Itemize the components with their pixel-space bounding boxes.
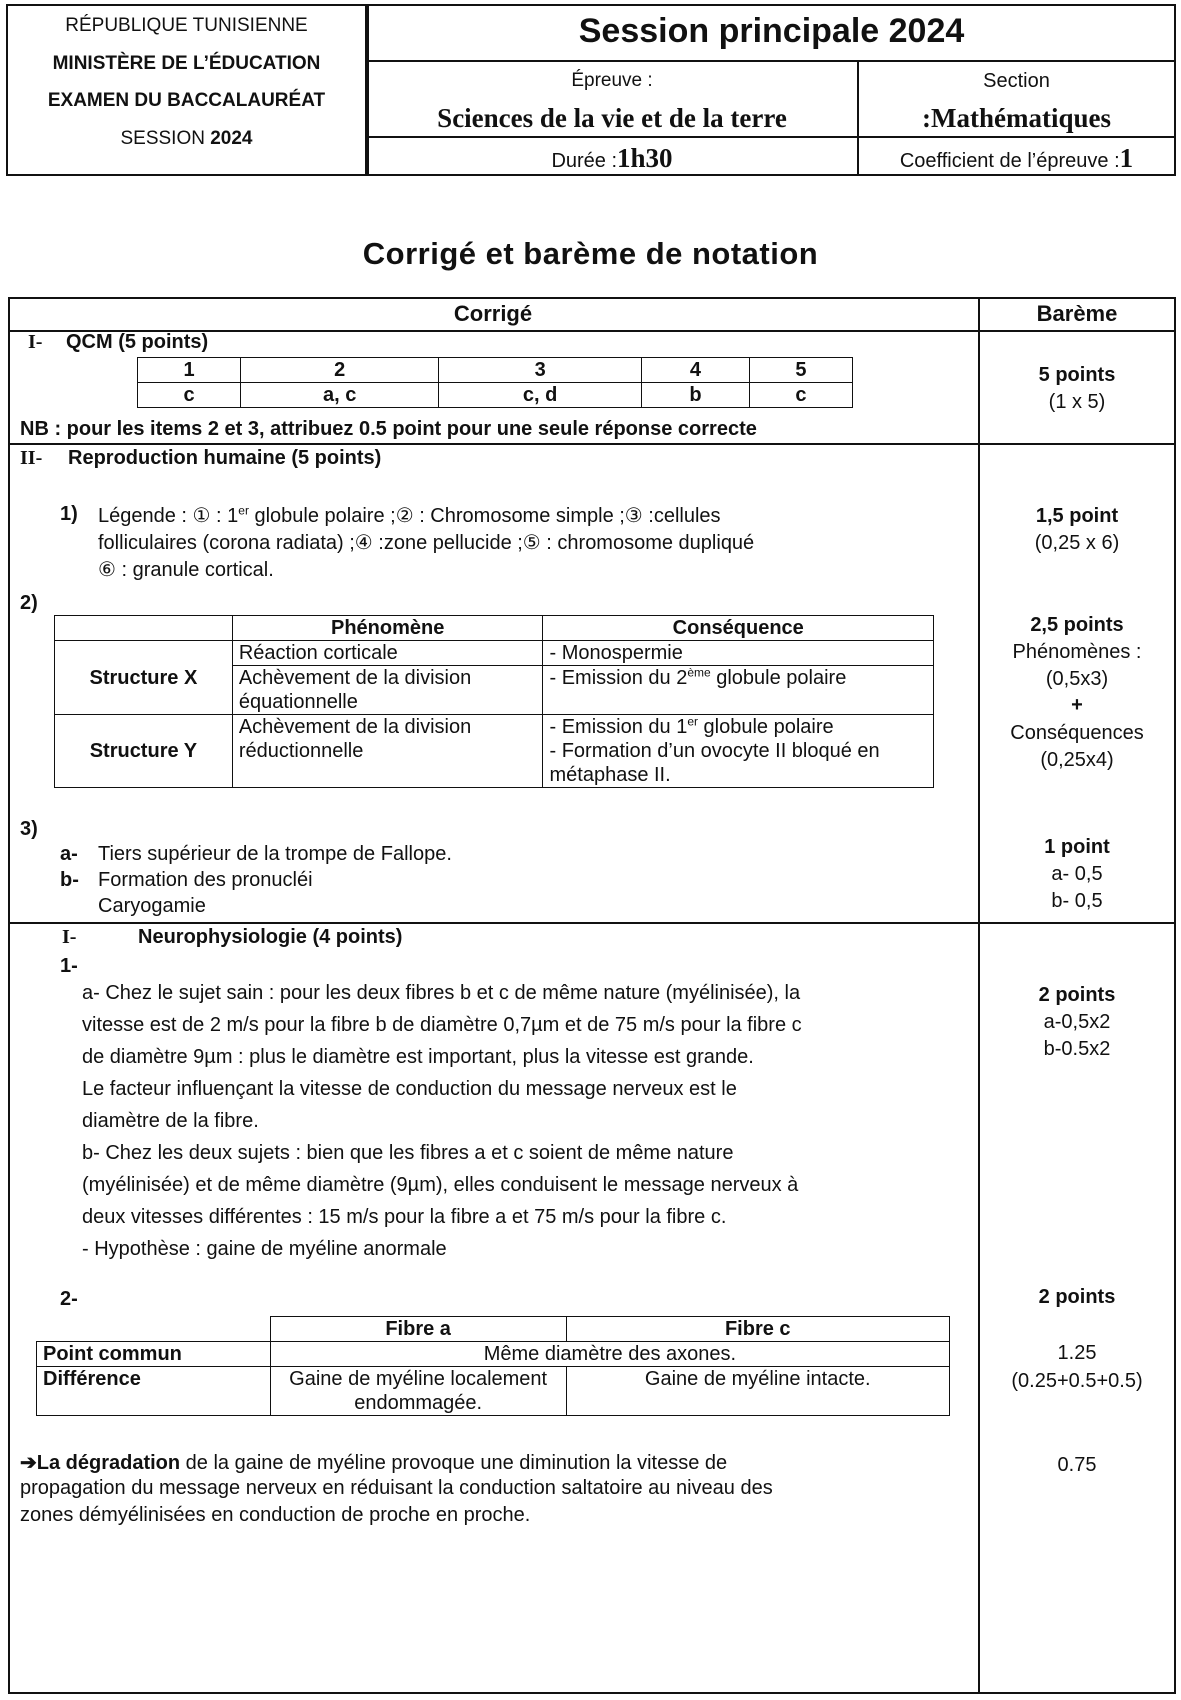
- page-title: Corrigé et barème de notation: [362, 236, 819, 271]
- coefficient-value: 1: [1119, 143, 1134, 173]
- table-cell: a, c: [241, 383, 439, 408]
- repro-q1-sup: er: [238, 503, 249, 518]
- repro-q1-bareme-detail: (0,25 x 6): [1034, 532, 1120, 554]
- table-row: [55, 641, 934, 666]
- table-row: [55, 616, 934, 641]
- difference-fibre-c: Gaine de myéline intacte.: [566, 1367, 950, 1416]
- neuro-q1-bareme: 2 points: [1038, 984, 1116, 1006]
- neuro-q1-line: b- Chez les deux sujets : bien que les fibres a et c soient de même nature: [82, 1142, 734, 1164]
- repro-q2-table: [54, 615, 934, 788]
- divider: [8, 922, 1176, 924]
- repro-q3-num: 3): [20, 818, 38, 840]
- point-commun-label: Point commun: [37, 1342, 271, 1367]
- table-row: [37, 1342, 950, 1367]
- table-cell: - Monospermie: [543, 641, 934, 666]
- table-cell: b: [642, 383, 750, 408]
- header-session-year: 2024: [210, 128, 253, 149]
- repro-q3-a-label: a-: [60, 843, 78, 865]
- neuro-q1-line: de diamètre 9µm : plus le diamètre est important, plus la vitesse est grande.: [82, 1046, 754, 1068]
- table-cell: [37, 1317, 271, 1342]
- repro-q2-num: 2): [20, 592, 38, 614]
- table-cell: Achèvement de la division réductionnelle: [232, 715, 543, 788]
- conclusion-bold: La dégradation: [36, 1452, 181, 1474]
- qcm-title-num: I-: [28, 331, 43, 353]
- table-row: [138, 383, 853, 408]
- duree-value: 1h30: [617, 143, 673, 173]
- repro-q2-bareme-l1: Phénomènes :: [1012, 641, 1142, 663]
- neuro-q1-line: vitesse est de 2 m/s pour la fibre b de diamètre 0,7µm et de 75 m/s pour la fibre c: [82, 1014, 802, 1036]
- table-cell: 2: [241, 358, 439, 383]
- neuro-q1-bareme-a: a-0,5x2: [1043, 1011, 1111, 1033]
- repro-q2-bareme-l4: (0,25x4): [1040, 749, 1114, 771]
- qcm-table: [137, 357, 853, 408]
- table-cell: [55, 616, 233, 641]
- neuro-q1-line: deux vitesses différentes : 15 m/s pour la fibre a et 75 m/s pour la fibre c.: [82, 1206, 727, 1228]
- epreuve-value: Sciences de la vie et de la terre: [437, 103, 787, 133]
- repro-q1-bareme: 1,5 point: [1035, 505, 1119, 527]
- duree: [367, 143, 857, 174]
- repro-q3-a: Tiers supérieur de la trompe de Fallope.: [98, 843, 452, 865]
- table-cell: 1: [138, 358, 241, 383]
- neuro-q2-bareme-1: 1.25: [1057, 1342, 1097, 1364]
- table-cell: 5: [749, 358, 852, 383]
- repro-q1-line2: folliculaires (corona radiata) ;④ :zone pellucide ;⑤ : chromosome dupliqué: [98, 532, 755, 554]
- cons-line: - Formation d’un ovocyte II bloqué en métaphase II.: [549, 740, 880, 786]
- repro-q3-bareme-a: a- 0,5: [1051, 863, 1103, 885]
- table-row: [37, 1317, 950, 1342]
- neuro-conclusion-line1: [20, 1450, 727, 1475]
- repro-q3-bareme-b: b- 0,5: [1051, 890, 1103, 912]
- cons-line: [549, 715, 927, 739]
- repro-q3-b-label: b-: [60, 869, 79, 891]
- table-cell: [543, 715, 934, 788]
- column-header-corrige: Corrigé: [453, 301, 533, 326]
- table-cell: 4: [642, 358, 750, 383]
- header-republic: RÉPUBLIQUE TUNISIENNE: [65, 15, 308, 36]
- structure-y-label: Structure Y: [55, 715, 233, 788]
- neuro-conclusion-bareme: 0.75: [1057, 1454, 1097, 1476]
- structure-x-label: Structure X: [55, 641, 233, 715]
- table-row: [55, 715, 934, 788]
- divider: [367, 60, 1176, 62]
- table-cell: c, d: [439, 383, 642, 408]
- neuro-q1-line: Le facteur influençant la vitesse de conduction du message nerveux est le: [82, 1078, 737, 1100]
- repro-q3-b1: Formation des pronucléi: [98, 869, 313, 891]
- cons-text: globule polaire: [698, 716, 834, 738]
- repro-q2-bareme-l2: (0,5x3): [1045, 668, 1109, 690]
- conclusion-text: de la gaine de myéline provoque une diminution la vitesse de: [180, 1452, 728, 1474]
- header-ministry: MINISTÈRE DE L’ÉDUCATION: [52, 53, 321, 74]
- epreuve-label: Épreuve :: [571, 70, 653, 91]
- column-header-bareme: Barème: [1036, 301, 1118, 326]
- cons-sup: ème: [687, 665, 711, 680]
- qcm-title: QCM (5 points): [66, 331, 209, 353]
- qcm-bareme-detail: (1 x 5): [1048, 391, 1106, 413]
- repro-q3-b2: Caryogamie: [98, 895, 206, 917]
- repro-q1-text-b: globule polaire ;② : Chromosome simple ;③ :cellules: [248, 505, 721, 527]
- header-session: [6, 128, 367, 150]
- cons-text: globule polaire: [710, 667, 847, 689]
- neuro-q2-bareme: 2 points: [1038, 1286, 1116, 1308]
- difference-fibre-a: Gaine de myéline localement endommagée.: [270, 1367, 566, 1416]
- neuro-q1-bareme-b: b-0.5x2: [1043, 1038, 1111, 1060]
- neuro-q1-num: 1-: [60, 955, 78, 977]
- cons-sup: er: [687, 714, 698, 729]
- table-row: [138, 358, 853, 383]
- neuro-q1-line: diamètre de la fibre.: [82, 1110, 259, 1132]
- qcm-bareme-points: 5 points: [1038, 364, 1116, 386]
- table-cell: c: [749, 383, 852, 408]
- table-cell: c: [138, 383, 241, 408]
- repro-q1-num: 1): [60, 503, 78, 525]
- repro-q1-text-a: Légende : ① : 1: [98, 505, 239, 527]
- header-session-label: SESSION: [120, 128, 211, 149]
- session-title: Session principale 2024: [578, 12, 965, 50]
- section-value: :Mathématiques: [922, 103, 1111, 133]
- table-cell: [543, 666, 934, 715]
- section-label: Section: [983, 70, 1050, 92]
- repro-q1-line3: ⑥ : granule cortical.: [98, 559, 274, 581]
- arrow-right-icon: ➔: [20, 1452, 37, 1474]
- neuro-conclusion-line2: propagation du message nerveux en réduisant la conduction saltatoire au niveau des: [20, 1477, 773, 1499]
- qcm-nb: NB : pour les items 2 et 3, attribuez 0.5 point pour une seule réponse correcte: [20, 418, 757, 440]
- neuro-conclusion-line3: zones démyélinisées en conduction de proche en proche.: [20, 1504, 531, 1526]
- repro-q2-bareme-plus: +: [1071, 694, 1083, 716]
- repro-title-num: II-: [20, 447, 43, 469]
- repro-q1-line1: [98, 503, 721, 528]
- divider: [8, 443, 1176, 445]
- coefficient: [857, 143, 1176, 174]
- neuro-q1-line: - Hypothèse : gaine de myéline anormale: [82, 1238, 447, 1260]
- header-exam: EXAMEN DU BACCALAURÉAT: [47, 90, 326, 111]
- repro-q3-bareme: 1 point: [1044, 836, 1110, 858]
- neuro-q2-table: [36, 1316, 950, 1416]
- table-header-cell: Fibre c: [566, 1317, 950, 1342]
- table-cell: 3: [439, 358, 642, 383]
- repro-q2-bareme-l3: Conséquences: [1010, 722, 1144, 744]
- divider: [367, 136, 1176, 138]
- coefficient-label: Coefficient de l’épreuve :: [899, 150, 1120, 172]
- difference-label: Différence: [37, 1367, 271, 1416]
- table-header-cell: Phénomène: [232, 616, 543, 641]
- table-cell: Achèvement de la division équationnelle: [232, 666, 543, 715]
- neuro-title-num: I-: [62, 926, 77, 948]
- cons-text: - Emission du 1: [549, 716, 688, 738]
- repro-title: Reproduction humaine (5 points): [68, 447, 382, 469]
- table-row: [37, 1367, 950, 1416]
- cons-text: - Emission du 2: [549, 667, 688, 689]
- table-cell: Réaction corticale: [232, 641, 543, 666]
- table-header-cell: Fibre a: [270, 1317, 566, 1342]
- point-commun-value: Même diamètre des axones.: [270, 1342, 949, 1367]
- neuro-title: Neurophysiologie (4 points): [138, 926, 403, 948]
- table-header-cell: Conséquence: [543, 616, 934, 641]
- neuro-q2-bareme-2: (0.25+0.5+0.5): [1011, 1370, 1143, 1392]
- neuro-q2-num: 2-: [60, 1288, 78, 1310]
- duree-label: Durée :: [551, 150, 618, 172]
- neuro-q1-line: a- Chez le sujet sain : pour les deux fibres b et c de même nature (myélinisée), la: [82, 982, 801, 1004]
- neuro-q1-line: (myélinisée) et de même diamètre (9µm), elles conduisent le message nerveux à: [82, 1174, 799, 1196]
- repro-q2-bareme: 2,5 points: [1030, 614, 1124, 636]
